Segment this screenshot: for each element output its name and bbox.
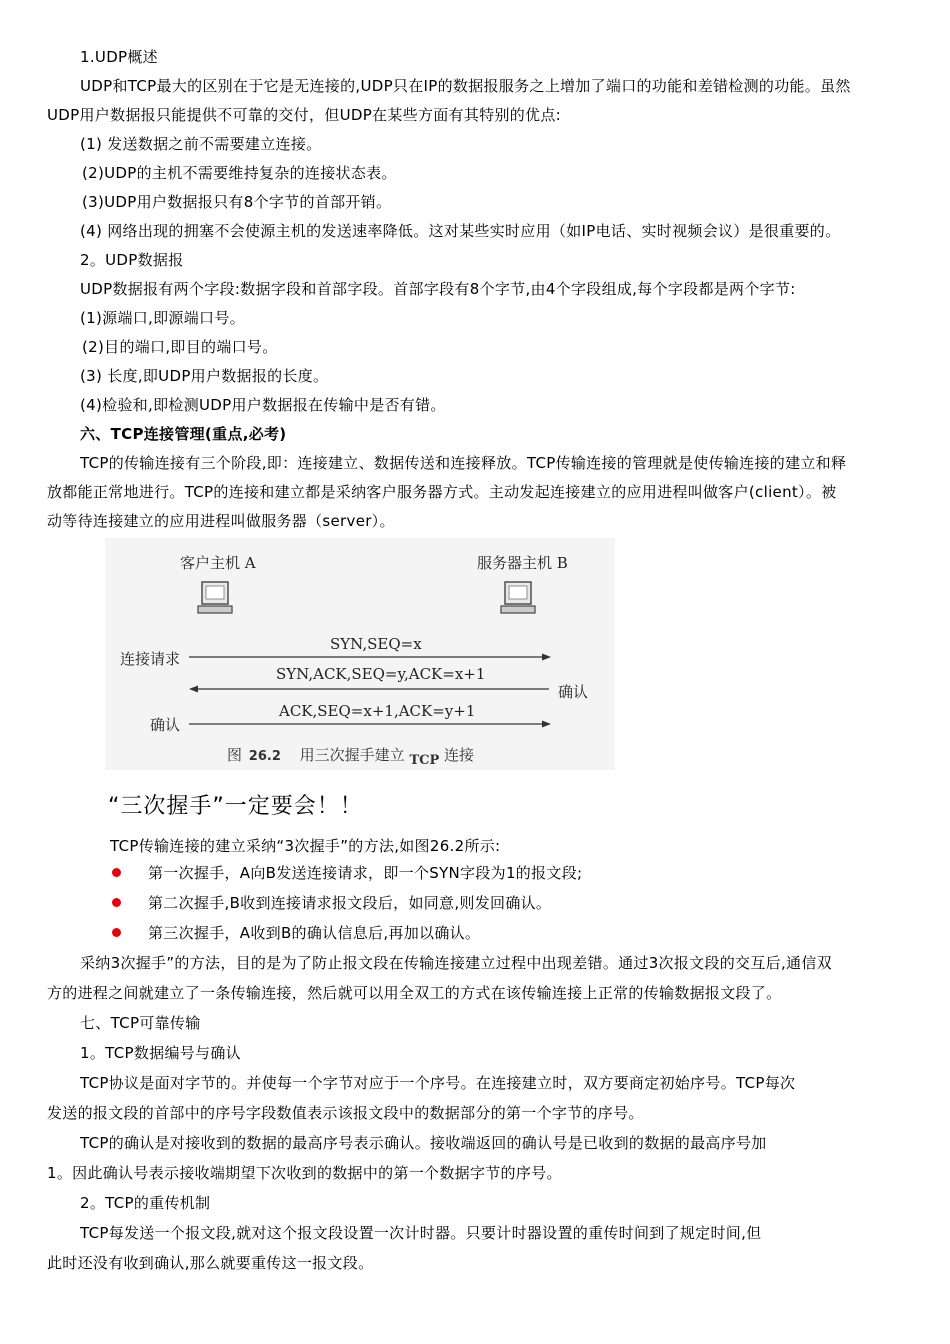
list-item: (3)UDP用户数据报只有8个字节的首部开销。 bbox=[82, 193, 392, 211]
paragraph-line: 此时还没有收到确认,那么就要重传这一报文段。 bbox=[47, 1254, 374, 1272]
client-host-label: 客户主机 A bbox=[180, 554, 256, 572]
paragraph-line: 动等待连接建立的应用进程叫做服务器（server）。 bbox=[47, 512, 395, 530]
list-item: (3) 长度,即UDP用户数据报的长度。 bbox=[80, 367, 329, 385]
message-syn: SYN,SEQ=x bbox=[330, 635, 422, 653]
list-item: (1) 发送数据之前不需要建立连接。 bbox=[80, 135, 322, 153]
figure-caption bbox=[227, 744, 475, 768]
server-computer-icon bbox=[501, 582, 535, 613]
paragraph-line: 放都能正常地进行。TCP的连接和建立都是采纳客户服务器方式。主动发起连接建立的应用进程叫做客户(client）。被 bbox=[47, 483, 837, 501]
list-item: (4)检验和,即检测UDP用户数据报在传输中是否有错。 bbox=[80, 396, 446, 414]
arrow-syn-ack bbox=[189, 686, 549, 693]
handshake-diagram bbox=[105, 538, 615, 770]
paragraph-line: TCP协议是面对字节的。并使每一个字节对应于一个序号。在连接建立时，双方要商定初始序号。TCP每次 bbox=[80, 1074, 796, 1092]
bullet-dot bbox=[112, 898, 121, 907]
bullet-item: 第二次握手,B收到连接请求报文段后，如同意,则发回确认。 bbox=[148, 894, 552, 912]
caption-text: 用三次握手建立 bbox=[299, 746, 405, 764]
paragraph-line: 1。因此确认号表示接收端期望下次收到的数据中的第一个数据字节的序号。 bbox=[47, 1164, 562, 1182]
paragraph-line: UDP用户数据报只能提供不可靠的交付，但UDP在某些方面有其特别的优点: bbox=[47, 106, 562, 124]
section-heading-tcp-connection: 六、TCP连接管理(重点,必考) bbox=[80, 425, 287, 443]
caption-tcp: TCP bbox=[409, 753, 440, 768]
bullet-dot bbox=[112, 868, 121, 877]
heading-udp-overview: 1.UDP概述 bbox=[80, 48, 158, 66]
caption-prefix: 图 bbox=[227, 746, 243, 764]
subheading-tcp-numbering: 1。TCP数据编号与确认 bbox=[80, 1044, 241, 1062]
paragraph-line: UDP和TCP最大的区别在于它是无连接的,UDP只在IP的数据报服务之上增加了端口的功能和差错检测的功能。虽然 bbox=[80, 77, 851, 95]
paragraph-line: 发送的报文段的首部中的序号字段数值表示该报文段中的数据部分的第一个字节的序号。 bbox=[47, 1104, 644, 1122]
message-ack: ACK,SEQ=x+1,ACK=y+1 bbox=[279, 702, 476, 720]
client-ack-label: 确认 bbox=[150, 716, 181, 734]
paragraph-line: TCP的传输连接有三个阶段,即：连接建立、数据传送和连接释放。TCP传输连接的管理就是使传输连接的建立和释 bbox=[80, 454, 847, 472]
list-item: (1)源端口,即源端口号。 bbox=[80, 309, 245, 327]
list-item: (2)目的端口,即目的端口号。 bbox=[82, 338, 278, 356]
emphasis-heading: “三次握手”一定要会！！ bbox=[108, 794, 363, 819]
client-computer-icon bbox=[198, 582, 232, 613]
arrow-ack bbox=[189, 721, 551, 728]
paragraph-line: UDP数据报有两个字段:数据字段和首部字段。首部字段有8个字节,由4个字段组成,每个字段都是两个字节: bbox=[80, 280, 796, 298]
paragraph-line: 方的进程之间就建立了一条传输连接，然后就可以用全双工的方式在该传输连接上正常的传输数据报文段了。 bbox=[47, 984, 782, 1002]
caption-number: 26.2 bbox=[248, 749, 281, 764]
paragraph-line: TCP每发送一个报文段,就对这个报文段设置一次计时器。只要计时器设置的重传时间到了规定时间,但 bbox=[80, 1224, 762, 1242]
caption-end: 连接 bbox=[444, 746, 475, 764]
paragraph-line: 采纳3次握手”的方法，目的是为了防止报文段在传输连接建立过程中出现差错。通过3次报文段的交互后,通信双 bbox=[80, 954, 832, 972]
connection-request-label: 连接请求 bbox=[120, 650, 181, 668]
section-heading-tcp-reliable: 七、TCP可靠传输 bbox=[80, 1014, 201, 1032]
message-syn-ack: SYN,ACK,SEQ=y,ACK=x+1 bbox=[276, 665, 486, 683]
paragraph-line: TCP传输连接的建立采纳“3次握手”的方法,如图26.2所示: bbox=[110, 837, 501, 855]
list-item: (4) 网络出现的拥塞不会使源主机的发送速率降低。这对某些实时应用（如IP电话、实时视频会议）是很重要的。 bbox=[80, 222, 841, 240]
arrow-syn bbox=[189, 654, 551, 661]
paragraph-line: TCP的确认是对接收到的数据的最高序号表示确认。接收端返回的确认号是已收到的数据的最高序号加 bbox=[80, 1134, 767, 1152]
bullet-dot bbox=[112, 928, 121, 937]
heading-udp-datagram: 2。UDP数据报 bbox=[80, 251, 184, 269]
bullet-item: 第三次握手，A收到B的确认信息后,再加以确认。 bbox=[148, 924, 481, 942]
server-host-label: 服务器主机 B bbox=[477, 554, 568, 572]
three-way-handshake-figure bbox=[105, 538, 615, 770]
server-ack-label: 确认 bbox=[558, 683, 589, 701]
list-item: (2)UDP的主机不需要维持复杂的连接状态表。 bbox=[82, 164, 397, 182]
subheading-tcp-retransmission: 2。TCP的重传机制 bbox=[80, 1194, 211, 1212]
bullet-item: 第一次握手，A向B发送连接请求，即一个SYN字段为1的报文段; bbox=[148, 864, 583, 882]
